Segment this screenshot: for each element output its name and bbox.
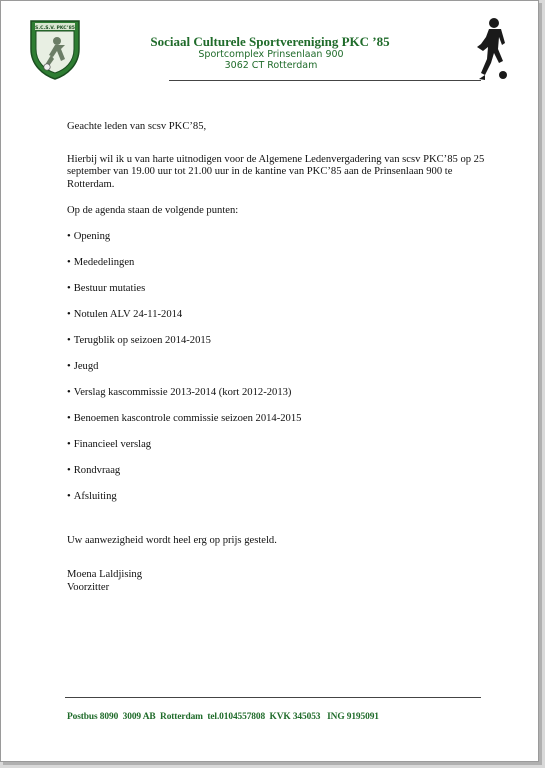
agenda-item-label: Terugblik op seizoen 2014-2015 [73, 334, 211, 346]
footer-divider [65, 697, 481, 698]
agenda-item [67, 283, 487, 309]
agenda-item-label: Jeugd [73, 360, 99, 372]
org-name: Sociaal Culturele Sportvereniging PKC ’85 [150, 34, 390, 49]
agenda-item-label: Benoemen kascontrole commissie seizoen 2014-2015 [73, 412, 302, 424]
agenda-item [67, 491, 487, 517]
bullet-icon: • [67, 386, 71, 398]
agenda-item [67, 439, 487, 465]
footer-contact: Postbus 8090 3009 AB Rotterdam tel.0104557808 KVK 345053 ING 9195091 [67, 712, 379, 722]
bullet-icon: • [67, 282, 71, 294]
agenda-item [67, 335, 487, 361]
address-line-2: 3062 CT Rotterdam [224, 60, 318, 71]
closing-sentence: Uw aanwezigheid wordt heel erg op prijs gesteld. [67, 534, 277, 546]
signer-name: Moena Laldjising [67, 569, 143, 580]
bullet-icon: • [67, 464, 71, 476]
agenda-item-label: Verslag kascommissie 2013-2014 (kort 2012-2013) [73, 386, 292, 398]
bullet-icon: • [67, 490, 71, 502]
bullet-icon: • [67, 230, 71, 242]
agenda-item [67, 231, 487, 257]
address-line-1: Sportcomplex Prinsenlaan 900 [198, 49, 344, 60]
agenda-item-label: Bestuur mutaties [73, 282, 146, 294]
agenda-item [67, 309, 487, 335]
letter-body [67, 121, 487, 594]
bullet-icon: • [67, 256, 71, 268]
salutation: Geachte leden van scsv PKC’85, [67, 121, 207, 132]
bullet-icon: • [67, 360, 71, 372]
agenda-item-label: Rondvraag [73, 464, 121, 476]
agenda-item [67, 387, 487, 413]
bullet-icon: • [67, 334, 71, 346]
bullet-icon: • [67, 438, 71, 450]
agenda-intro: Op de agenda staan de volgende punten: [67, 205, 239, 216]
agenda-item [67, 413, 487, 439]
bullet-icon: • [67, 412, 71, 424]
agenda-item-label: Notulen ALV 24-11-2014 [73, 308, 183, 320]
agenda-item [67, 257, 487, 283]
intro-paragraph: Hierbij wil ik u van harte uitnodigen voor de Algemene Ledenvergadering van scsv PKC’85 op 25 september van 19.00 uur tot 21.00 uur in de kantine van PKC’85 aan de Prinsenlaan 900 te Rotterdam. [67, 153, 485, 190]
agenda-item [67, 361, 487, 387]
agenda-item-label: Mededelingen [73, 256, 135, 268]
agenda-item-label: Afsluiting [73, 490, 117, 502]
agenda-item [67, 465, 487, 491]
logo-text: S.C.S.V. PKC’85 [35, 26, 75, 31]
agenda-item-label: Financieel verslag [73, 438, 152, 450]
header-divider [169, 80, 481, 81]
agenda-list [67, 231, 487, 517]
agenda-item-label: Opening [73, 230, 111, 242]
football-player-icon [469, 17, 511, 81]
org-address [91, 49, 451, 71]
signer-title: Voorzitter [67, 581, 110, 593]
bullet-icon: • [67, 308, 71, 320]
